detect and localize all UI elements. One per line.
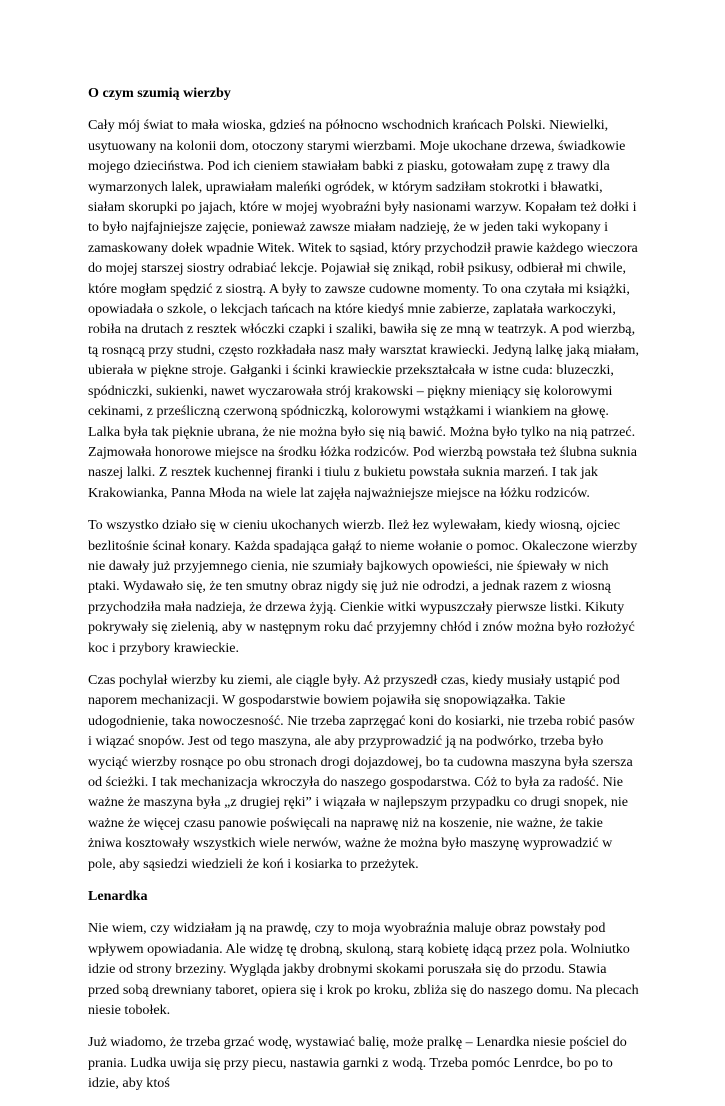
- paragraph-3: Czas pochylał wierzby ku ziemi, ale ciągle były. Aż przyszedł czas, kiedy musiały ustąpić pod naporem mechanizacji. W gospodarstwie bowiem pojawiła się snopowiązałka. Takie udogodnienie, taka nowoczesność. Nie trzeba zaprzęgać koni do kosiarki, nie trzeba robić pasów i wiązać snopów. Jest od tego maszyna, ale aby przyprowadzić ją na podwórko, trzeba było wyciąć wierzby rosnące po obu stronach drogi dojazdowej, bo ta cudowna maszyna była szersza od ścieżki. I tak mechanizacja wkroczyła do naszego gospodarstwa. Cóż to była za radość. Nie ważne że maszyna była „z drugiej ręki” i wiązała w najlepszym przypadku co drugi snopek, nie ważne że więcej czasu panowie poświęcali na naprawę niż na koszenie, nie ważne, że takie żniwa kosztowały wszystkich wiele nerwów, ważne że można było maszynę wyprowadzić w pole, aby sąsiedzi wiedzieli że koń i kosiarka to przeżytek.: [88, 671, 635, 872]
- document-page: [88, 83, 640, 1106]
- paragraph-1: Cały mój świat to mała wioska, gdzieś na północno wschodnich krańcach Polski. Niewielki, usytuowany na kolonii dom, otoczony starymi wierzbami. Moje ukochane drzewa, świadkowie mojego dzieciństwa. Pod ich cieniem stawiałam babki z piasku, gotowałam zupę z trawy dla wymarzonych lalek, uprawiałam maleńki ogródek, w którym sadziłam stokrotki i bławatki, siałam skorupki po jajach, które w mojej wyobraźni były nasionami warzyw. Kopałam też dołki i to było najfajniejsze zajęcie, ponieważ zawsze miałam nadzieję, że w jeden taki wykopany i zamaskowany dołek wpadnie Witek. Witek to sąsiad, który przychodził prawie każdego wieczora do mojej starszej siostry odrabiać lekcje. Pojawiał się znikąd, robił psikusy, odbierał mi chwile, które mogłam spędzić z siostrą. A były to zawsze cudowne momenty. To ona czytała mi książki, opowiadała o szkole, o lekcjach tańcach na które kiedyś mnie zabierze, zaplatała warkoczyki, robiła na drutach z resztek włóczki czapki i szaliki, bawiła się ze mną w teatrzyk. A pod wierzbą, tą rosnącą przy studni, często rozkładała nasz mały warsztat krawiecki. Jedyną lalkę jaką miałam, ubierała w piękne stroje. Gałganki i ścinki krawieckie przekształcała w istne cuda: bluzeczki, spódniczki, sukienki, nawet wyczarowała strój krakowski – piękny mieniący się kolorowymi cekinami, z prześliczną czerwoną spódniczką, kolorowymi wstążkami i wiankiem na głowę. Lalka była tak pięknie ubrana, że nie można było się nią bawić. Można było tylko na nią patrzeć. Zajmowała honorowe miejsce na środku łóżka rodziców. Pod wierzbą powstała też ślubna suknia naszej lalki. Z resztek kuchennej firanki i tiulu z bukietu powstała suknia marzeń. I tak jak Krakowianka, Panna Młoda na wiele lat zajęła najważniejsze miejsce na łóżku rodziców.: [88, 117, 639, 501]
- paragraph-2: To wszystko działo się w cieniu ukochanych wierzb. Ileż łez wylewałam, kiedy wiosną, ojciec bezlitośnie ścinał konary. Każda spadająca gałąź to nieme wołanie o pomoc. Okaleczone wierzby nie dawały już przyjemnego cienia, nie szumiały bajkowych opowieści, nie śpiewały w nich ptaki. Wydawało się, że ten smutny obraz nigdy się już nie odrodzi, a jednak razem z wiosną przychodziła mała nadzieja, że drzewa żyją. Cienkie witki wypuszczały pierwsze listki. Kikuty pokrywały się zielenią, aby w następnym roku dać przyjemny chłód i znów można było rozłożyć koc i przybory krawieckie.: [88, 517, 638, 656]
- section-heading-lenardka: Lenardka: [88, 888, 148, 905]
- paragraph-5: Już wiadomo, że trzeba grzać wodę, wystawiać balię, może pralkę – Lenardka niesie pościel do prania. Ludka uwija się przy piecu, nastawia garnki z wodą. Trzeba pomóc Lenrdce, bo po to idzie, aby ktoś: [88, 1034, 627, 1092]
- section-heading-o-czym-szumia-wierzby: O czym szumią wierzby: [88, 85, 231, 101]
- paragraph-4: Nie wiem, czy widziałam ją na prawdę, czy to moja wyobraźnia maluje obraz powstały pod wpływem opowiadania. Ale widzę tę drobną, skuloną, starą kobietę idącą przez pola. Wolniutko idzie od strony brzeziny. Wygląda jakby drobnymi skokami poruszała się do przodu. Stawia przed sobą drewniany taboret, opiera się i krok po kroku, zbliża się do naszego domu. Na plecach niesie tobołek.: [88, 920, 639, 1019]
